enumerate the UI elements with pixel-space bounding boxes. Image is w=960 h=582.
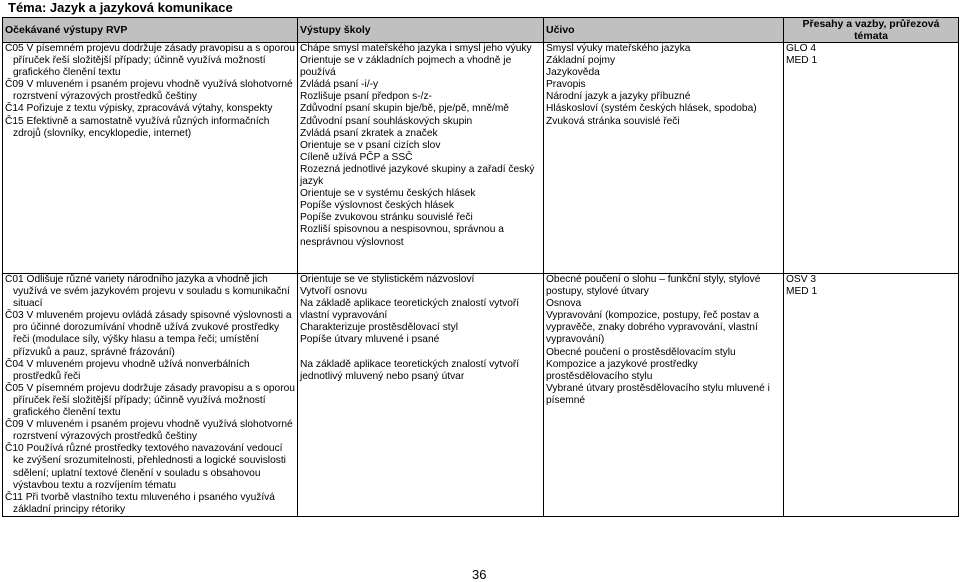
- ucivo-item: Národní jazyk a jazyky příbuzné: [546, 91, 691, 103]
- skola-cell: [298, 43, 544, 274]
- table-header-row: [3, 18, 959, 43]
- ucivo-item: Obecné poučení o slohu – funkční styly, stylové postupy, stylové útvary: [546, 274, 761, 298]
- skola-outcome: Popíše zvukovou stránku souvislé řeči: [300, 212, 473, 224]
- skola-outcome: Orientuje se v základních pojmech a vhodně je používá: [300, 55, 512, 79]
- rvp-outcome: Č11 Při tvorbě vlastního textu mluveného i psaného využívá základní principy rétoriky: [5, 491, 275, 515]
- rvp-outcome: Č15 Efektivně a samostatně využívá různých informačních zdrojů (slovníky, encyklopedie, internet): [5, 115, 270, 139]
- skola-outcome: Rozezná jednotlivé jazykové skupiny a zařadí český jazyk: [300, 163, 535, 188]
- ucivo-item: Hláskosloví (systém českých hlásek, spodoba): [546, 103, 757, 115]
- presahy-item: GLO 4: [786, 43, 817, 54]
- table-row: [3, 43, 959, 274]
- header-rvp: Očekávané výstupy RVP: [3, 18, 298, 43]
- ucivo-item: Obecné poučení o prostěsdělovacím stylu: [546, 346, 736, 358]
- presahy-cell: [784, 274, 959, 517]
- rvp-outcome: Č05 V písemném projevu dodržuje zásady pravopisu a s oporou příruček řeší složitější případy; účinně využívá možností grafického členění textu: [5, 43, 295, 79]
- page-title: Téma: Jazyk a jazyková komunikace: [8, 0, 233, 15]
- rvp-outcome: Č01 Odlišuje různé variety národního jazyka a vhodně jich využívá ve svém jazykovém projevu v souladu s komunikační situací: [5, 274, 290, 310]
- skola-outcome: Popíše útvary mluvené i psané: [300, 334, 440, 346]
- ucivo-item: Jazykověda: [546, 67, 600, 79]
- skola-outcome: Orientuje se v systému českých hlásek: [300, 188, 476, 200]
- presahy-item: OSV 3: [786, 274, 817, 285]
- spacer: [300, 347, 541, 359]
- ucivo-item: Osnova: [546, 298, 582, 310]
- rvp-outcome: Č03 V mluveném projevu ovládá zásady spisovné výslovnosti a pro účinné dorozumívání vhodně užívá zvukové prostředky řeči (modulace síly, výšky hlasu a tempa řeči; umístění přízvuků a pauz, správné frázování): [5, 310, 292, 358]
- rvp-outcome: Č09 V mluveném i psaném projevu vhodně využívá slohotvorné rozrstvení výrazových prostředků češtiny: [5, 419, 293, 443]
- header-presahy: Přesahy a vazby, průřezová témata: [784, 18, 959, 43]
- skola-outcome: Orientuje se v psaní cizích slov: [300, 139, 441, 151]
- skola-outcome: Chápe smysl mateřského jazyka i smysl jeho výuky: [300, 43, 532, 54]
- ucivo-item: Vybrané útvary prostěsdělovacího stylu mluvené i písemné: [546, 382, 770, 406]
- skola-outcome: Rozlišuje psaní předpon s-/z-: [300, 91, 432, 103]
- skola-outcome: Zvládá psaní -i/-y: [300, 79, 379, 91]
- rvp-cell: [3, 43, 298, 274]
- skola-outcome: Orientuje se ve stylistickém názvosloví: [300, 274, 475, 285]
- page-number: 36: [472, 567, 487, 582]
- ucivo-cell: [544, 274, 784, 517]
- presahy-item: MED 1: [786, 286, 818, 298]
- skola-outcome: Na základě aplikace teoretických znalostí vytvoří vlastní vypravování: [300, 298, 520, 322]
- presahy-cell: [784, 43, 959, 274]
- header-ucivo: Učivo: [544, 18, 784, 43]
- skola-outcome: Zvládá psaní zkratek a značek: [300, 127, 438, 139]
- presahy-item: MED 1: [786, 55, 818, 67]
- table-row: [3, 274, 959, 517]
- skola-outcome: Popíše výslovnost českých hlásek: [300, 200, 455, 212]
- ucivo-cell: [544, 43, 784, 274]
- skola-outcome: Zdůvodní psaní skupin bje/bě, pje/pě, mně/mě: [300, 103, 509, 115]
- skola-outcome: Rozliší spisovnou a nespisovnou, správnou a nesprávnou výslovnost: [300, 224, 504, 248]
- rvp-outcome: Č05 V písemném projevu dodržuje zásady pravopisu a s oporou příruček řeší složitější případy; účinně využívá možností grafického členění textu: [5, 382, 295, 419]
- skola-outcome: Charakterizuje prostěsdělovací styl: [300, 322, 458, 334]
- skola-outcome: Vytvoří osnovu: [300, 286, 368, 298]
- rvp-outcome: Č14 Pořizuje z textu výpisky, zpracovává výtahy, konspekty: [5, 103, 273, 115]
- ucivo-item: Pravopis: [546, 79, 586, 91]
- curriculum-table: [2, 17, 959, 517]
- ucivo-item: Základní pojmy: [546, 55, 616, 67]
- rvp-cell: [3, 274, 298, 517]
- ucivo-item: Kompozice a jazykové prostředky prostěsdělovacího stylu: [546, 358, 698, 382]
- rvp-outcome: Č10 Používá různé prostředky textového navazování vedoucí ke zvýšení srozumitelnosti, přehlednosti a logické souvislosti sdělení; uplatní textové členění v souladu s obsahovou výstavbou textu a rozvíjením tématu: [5, 443, 286, 491]
- skola-outcome: Na základě aplikace teoretických znalostí vytvoří jednotlivý mluvený nebo psaný útvar: [300, 358, 520, 382]
- skola-cell: [298, 274, 544, 517]
- skola-outcome: Zdůvodní psaní souhláskových skupin: [300, 115, 473, 127]
- rvp-outcome: Č04 V mluveném projevu vhodně užívá nonverbálních prostředků řeči: [5, 358, 250, 382]
- ucivo-item: Vypravování (kompozice, postupy, řeč postav a vypravěče, znaky dobrého vypravování, vlastní vypravování): [546, 310, 759, 346]
- rvp-outcome: Č09 V mluveném i psaném projevu vhodně využívá slohotvorné rozrstvení výrazových prostředků češtiny: [5, 79, 293, 103]
- ucivo-item: Smysl výuky mateřského jazyka: [546, 43, 691, 54]
- ucivo-item: Zvuková stránka souvislé řeči: [546, 115, 680, 127]
- skola-outcome: Cíleně užívá PČP a SSČ: [300, 151, 413, 163]
- header-skola: Výstupy školy: [298, 18, 544, 43]
